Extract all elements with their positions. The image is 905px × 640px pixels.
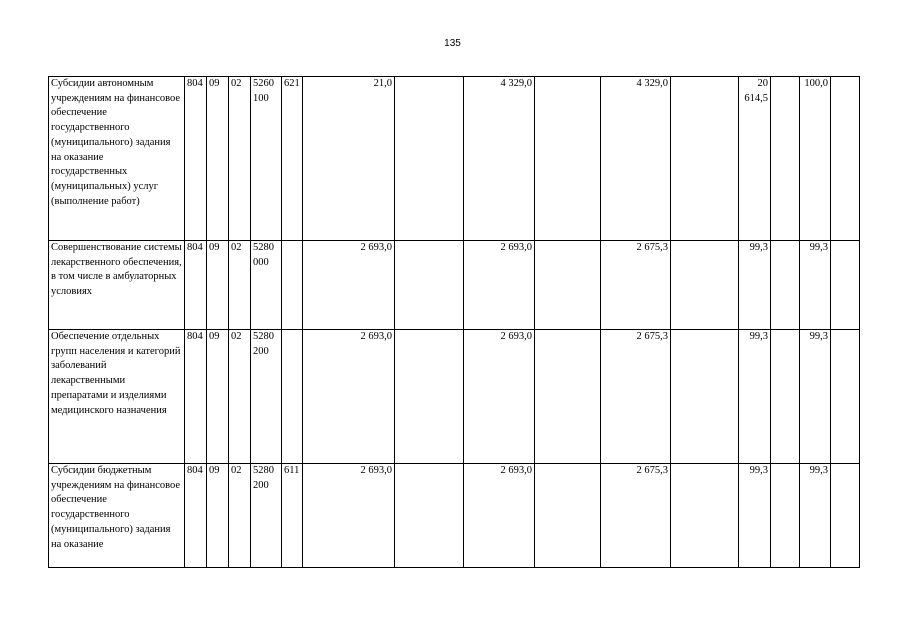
section-code-cell: 09 [207, 330, 229, 464]
value-cell-8 [771, 77, 800, 241]
expense-type-cell: 611 [282, 464, 303, 568]
value-cell-2 [395, 241, 464, 330]
target-article-cell: 5280 200 [251, 464, 282, 568]
value-cell-10 [831, 330, 860, 464]
value-cell-5: 2 675,3 [601, 241, 671, 330]
ved-code-cell: 804 [185, 464, 207, 568]
value-cell-9: 99,3 [800, 241, 831, 330]
value-cell-7: 99,3 [739, 464, 771, 568]
value-cell-3: 2 693,0 [464, 464, 535, 568]
value-cell-4 [535, 241, 601, 330]
subsection-code-cell: 02 [229, 330, 251, 464]
target-article-cell: 5260 100 [251, 77, 282, 241]
table-row [49, 77, 860, 241]
value-cell-10 [831, 464, 860, 568]
row-name-cell: Совершенствование системы лекарственного обеспечения, в том числе в амбулаторных условиях [49, 241, 185, 330]
value-cell-8 [771, 464, 800, 568]
value-cell-6 [671, 241, 739, 330]
value-cell-4 [535, 464, 601, 568]
value-cell-4 [535, 330, 601, 464]
table-row [49, 330, 860, 464]
value-cell-8 [771, 241, 800, 330]
value-cell-9: 100,0 [800, 77, 831, 241]
row-name-cell: Субсидии бюджетным учреждениям на финансовое обеспечение государственного (муниципального) задания на оказание [49, 464, 185, 568]
value-cell-6 [671, 464, 739, 568]
value-cell-5: 2 675,3 [601, 464, 671, 568]
subsection-code-cell: 02 [229, 464, 251, 568]
ved-code-cell: 804 [185, 241, 207, 330]
row-name-cell: Субсидии автономным учреждениям на финансовое обеспечение государственного (муниципального) задания на оказание государственных (муниципальных) услуг (выполнение работ) [49, 77, 185, 241]
value-cell-3: 2 693,0 [464, 241, 535, 330]
value-cell-2 [395, 330, 464, 464]
value-cell-6 [671, 77, 739, 241]
target-article-cell: 5280 000 [251, 241, 282, 330]
value-cell-3: 2 693,0 [464, 330, 535, 464]
section-code-cell: 09 [207, 77, 229, 241]
value-cell-7: 20 614,5 [739, 77, 771, 241]
expense-type-cell [282, 241, 303, 330]
value-cell-4 [535, 77, 601, 241]
value-cell-6 [671, 330, 739, 464]
ved-code-cell: 804 [185, 77, 207, 241]
value-cell-10 [831, 241, 860, 330]
value-cell-5: 2 675,3 [601, 330, 671, 464]
value-cell-7: 99,3 [739, 330, 771, 464]
value-cell-1: 2 693,0 [303, 330, 395, 464]
subsection-code-cell: 02 [229, 77, 251, 241]
value-cell-7: 99,3 [739, 241, 771, 330]
table-row [49, 241, 860, 330]
value-cell-2 [395, 464, 464, 568]
value-cell-10 [831, 77, 860, 241]
expense-type-cell [282, 330, 303, 464]
value-cell-1: 2 693,0 [303, 464, 395, 568]
value-cell-1: 21,0 [303, 77, 395, 241]
expense-type-cell: 621 [282, 77, 303, 241]
section-code-cell: 09 [207, 464, 229, 568]
table-row [49, 464, 860, 568]
value-cell-8 [771, 330, 800, 464]
row-name-cell: Обеспечение отдельных групп населения и категорий заболеваний лекарственными препаратами и изделиями медицинского назначения [49, 330, 185, 464]
value-cell-3: 4 329,0 [464, 77, 535, 241]
budget-table [48, 76, 860, 568]
value-cell-9: 99,3 [800, 330, 831, 464]
ved-code-cell: 804 [185, 330, 207, 464]
value-cell-1: 2 693,0 [303, 241, 395, 330]
section-code-cell: 09 [207, 241, 229, 330]
value-cell-9: 99,3 [800, 464, 831, 568]
subsection-code-cell: 02 [229, 241, 251, 330]
page-number: 135 [444, 38, 461, 49]
target-article-cell: 5280 200 [251, 330, 282, 464]
value-cell-2 [395, 77, 464, 241]
value-cell-5: 4 329,0 [601, 77, 671, 241]
